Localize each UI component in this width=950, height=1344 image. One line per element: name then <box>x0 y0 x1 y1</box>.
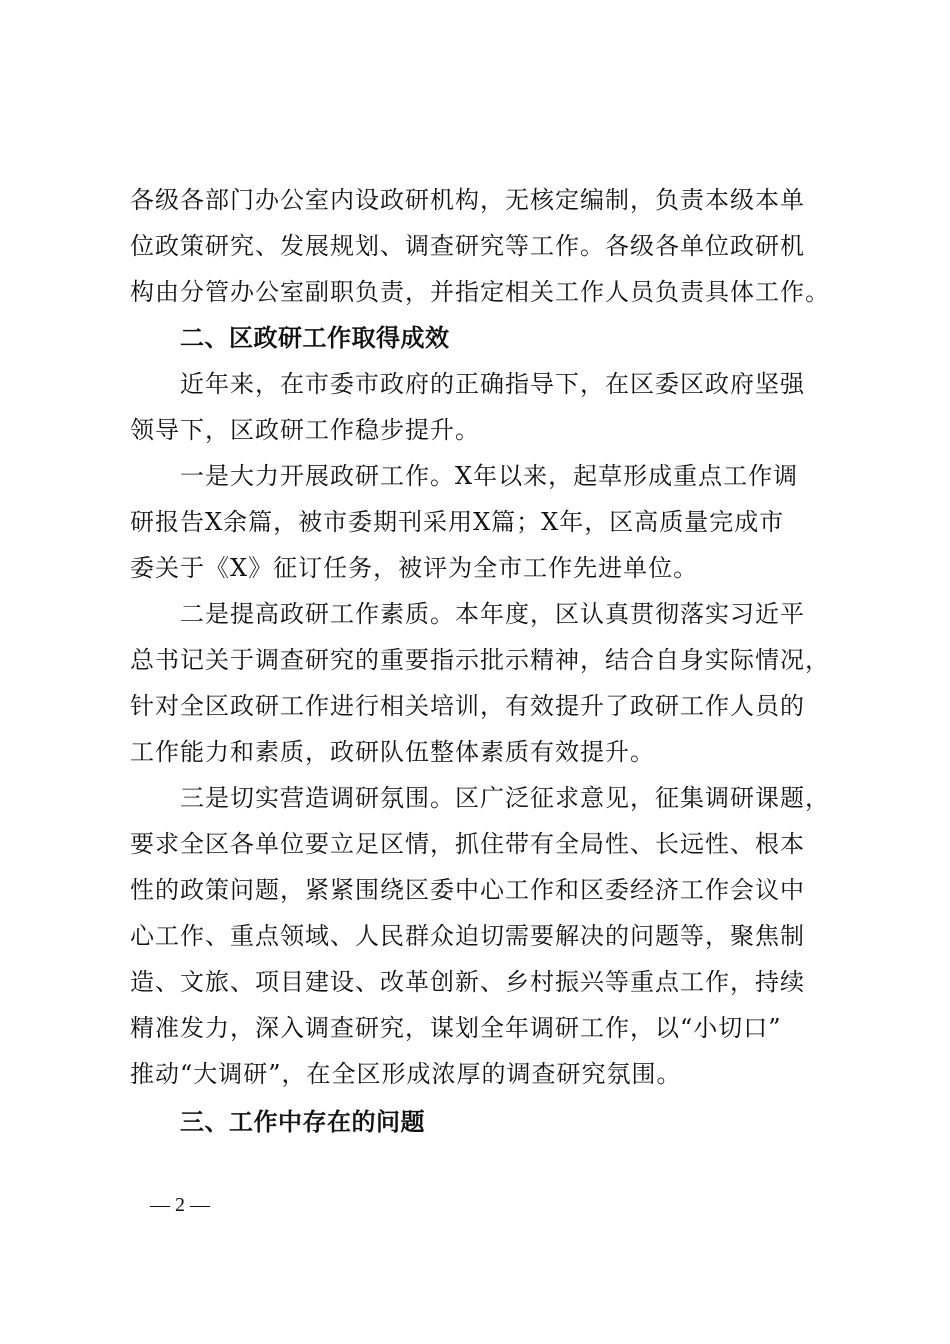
body-line: 要求全区各单位要立足区情，抓住带有全局性、长远性、根本 <box>130 830 805 858</box>
body-line: 总书记关于调查研究的重要指示批示精神，结合自身实际情况， <box>130 646 830 674</box>
body-line: 工作能力和素质，政研队伍整体素质有效提升。 <box>130 738 655 766</box>
section-heading-3: 三、工作中存在的问题 <box>180 1108 425 1136</box>
body-line: 精准发力，深入调查研究，谋划全年调研工作，以“小切口” <box>130 1014 782 1042</box>
body-line: 心工作、重点领域、人民群众迫切需要解决的问题等，聚焦制 <box>130 922 805 950</box>
body-line: 委关于《X》征订任务，被评为全市工作先进单位。 <box>130 554 699 582</box>
body-line: 针对全区政研工作进行相关培训，有效提升了政研工作人员的 <box>130 692 805 720</box>
paragraph-first-line: 三是切实营造调研氛围。区广泛征求意见，征集调研课题， <box>180 784 830 812</box>
body-line: 研报告X余篇，被市委期刊采用X篇；X年，区高质量完成市 <box>130 508 785 536</box>
paragraph-first-line: 一是大力开展政研工作。X年以来，起草形成重点工作调 <box>180 462 799 490</box>
body-line: 构由分管办公室副职负责，并指定相关工作人员负责具体工作。 <box>130 278 830 306</box>
body-line: 推动“大调研”，在全区形成浓厚的调查研究氛围。 <box>130 1060 682 1088</box>
body-line: 领导下，区政研工作稳步提升。 <box>130 416 480 444</box>
section-heading-2: 二、区政研工作取得成效 <box>180 324 450 352</box>
page-number: — 2 — <box>150 1194 210 1216</box>
body-line: 位政策研究、发展规划、调查研究等工作。各级各单位政研机 <box>130 232 805 260</box>
paragraph-first-line: 近年来，在市委市政府的正确指导下，在区委区政府坚强 <box>180 370 805 398</box>
body-line: 造、文旅、项目建设、改革创新、乡村振兴等重点工作，持续 <box>130 968 805 996</box>
body-line: 各级各部门办公室内设政研机构，无核定编制，负责本级本单 <box>130 186 805 214</box>
body-line: 性的政策问题，紧紧围绕区委中心工作和区委经济工作会议中 <box>130 876 805 904</box>
paragraph-first-line: 二是提高政研工作素质。本年度，区认真贯彻落实习近平 <box>180 600 805 628</box>
